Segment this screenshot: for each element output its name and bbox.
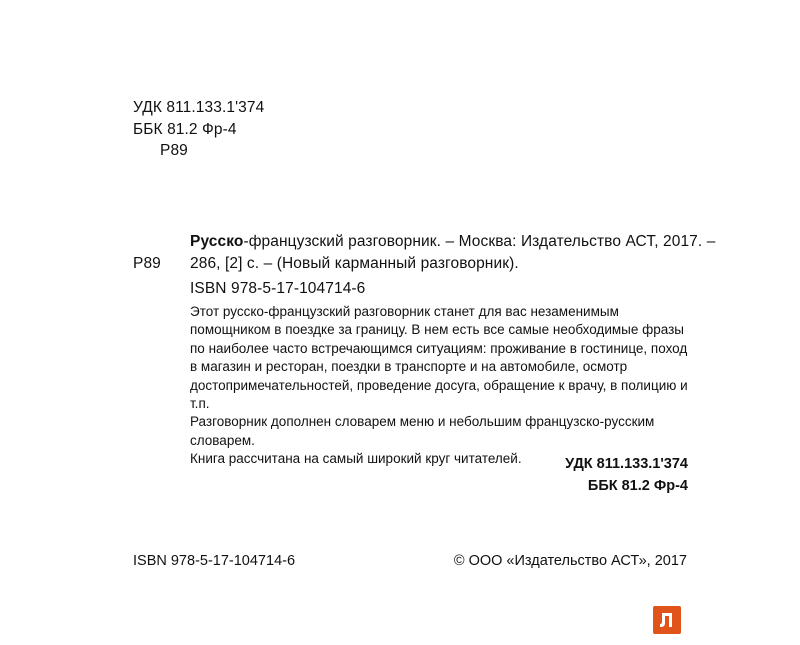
book-title-rest: -французский разговорник. – Москва: Издательство АСТ, 2017. – (243, 233, 716, 250)
bbk-code-top: ББК 81.2 Фр-4 (133, 121, 237, 138)
isbn-footer: ISBN 978-5-17-104714-6 (133, 553, 296, 569)
litres-logo-icon (653, 606, 681, 634)
book-title-bold: Русско (190, 233, 244, 250)
book-annotation (190, 303, 695, 469)
udk-code-bold: УДК 811.133.1'374 (565, 456, 688, 472)
annotation-paragraph: Книга рассчитана на самый широкий круг читателей. (190, 451, 522, 467)
bibliographic-title-line (190, 232, 715, 252)
bibliographic-author-mark: Р89 (133, 255, 161, 272)
annotation-paragraph: Разговорник дополнен словарем меню и небольшим французско-русским словарем. (190, 414, 655, 448)
udk-code-top: УДК 811.133.1'374 (133, 99, 265, 116)
bibliographic-details-line: 286, [2] с. – (Новый карманный разговорник). (190, 255, 519, 272)
copyright-notice: © ООО «Издательство АСТ», 2017 (453, 553, 687, 569)
annotation-paragraph: Этот русско-французский разговорник станет для вас незаменимым помощником в поездке за границу. В нем есть все самые необходимые фразы по наиболее часто встречающимся ситуациям: проживание в гостинице, поход в магазин и ресторан, поездки в транспорте и на автомобиле, осмотр достопримечательностей, проведение досуга, обращение к врачу, в полицию и т.п. (190, 304, 688, 412)
author-mark: Р89 (160, 142, 188, 159)
bbk-code-bold: ББК 81.2 Фр-4 (587, 478, 688, 494)
isbn-main: ISBN 978-5-17-104714-6 (190, 280, 366, 297)
